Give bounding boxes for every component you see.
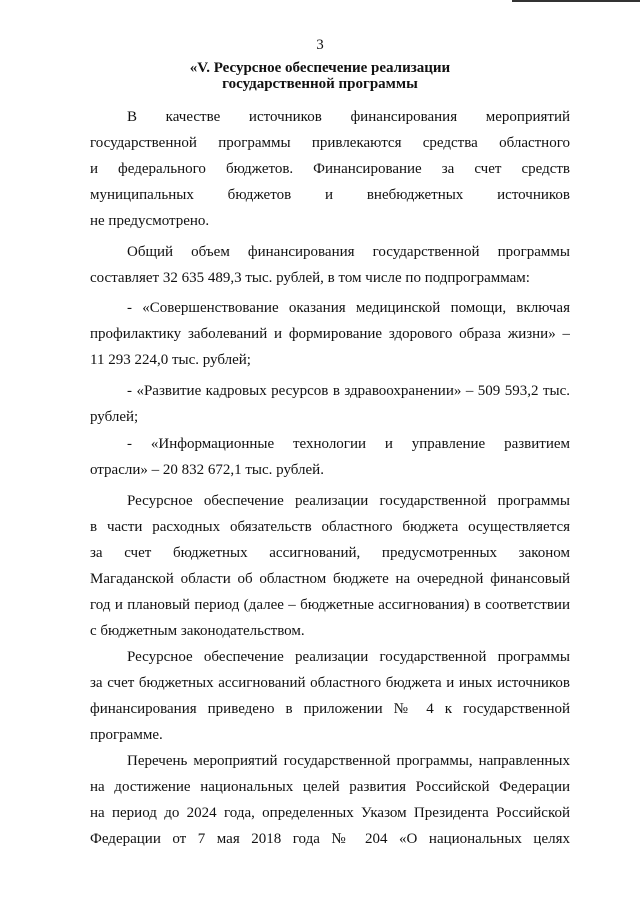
paragraph-line: государственной программы привлекаются средства областного	[90, 135, 570, 151]
top-edge-rule	[512, 0, 640, 2]
page-number: 3	[316, 37, 324, 53]
paragraph-line: отрасли» – 20 832 672,1 тыс. рублей.	[90, 462, 324, 478]
paragraph-line: за счет бюджетных ассигнований областного бюджета и иных источников	[90, 675, 570, 691]
paragraph-line: финансирования приведено в приложении № 4 к государственной	[90, 701, 570, 717]
paragraph-line: на достижение национальных целей развития Российской Федерации	[90, 779, 570, 795]
paragraph-line: за счет бюджетных ассигнований, предусмотренных законом	[90, 545, 570, 561]
paragraph-6	[90, 488, 570, 644]
paragraph-4	[90, 378, 570, 430]
paragraph-line: Общий объем финансирования государственной программы	[127, 244, 570, 260]
paragraph-line: рублей;	[90, 409, 139, 425]
paragraph-line: - «Развитие кадровых ресурсов в здравоохранении» – 509 593,2 тыс.	[127, 383, 570, 399]
paragraph-3	[90, 295, 570, 373]
section-title	[0, 60, 640, 92]
paragraph-2	[90, 239, 570, 291]
paragraph-line: в части расходных обязательств областного бюджета осуществляется	[90, 519, 570, 535]
paragraph-line: и федерального бюджетов. Финансирование за счет средств	[90, 161, 570, 177]
paragraph-line: Магаданской области об областном бюджете на очередной финансовый	[90, 571, 570, 587]
section-title-line-2: государственной программы	[222, 76, 418, 92]
paragraph-line: муниципальных бюджетов и внебюджетных источников	[90, 187, 570, 203]
paragraph-line: Ресурсное обеспечение реализации государственной программы	[127, 649, 570, 665]
paragraph-1	[90, 104, 570, 234]
paragraph-line: В качестве источников финансирования мероприятий	[127, 109, 570, 125]
paragraph-line: программе.	[90, 727, 163, 743]
paragraph-line: профилактику заболеваний и формирование здорового образа жизни» –	[90, 326, 570, 342]
paragraph-line: на период до 2024 года, определенных Указом Президента Российской	[90, 805, 570, 821]
paragraph-line: год и плановый период (далее – бюджетные ассигнования) в соответствии	[90, 597, 570, 613]
paragraph-line: - «Совершенствование оказания медицинской помощи, включая	[127, 300, 570, 316]
paragraph-line: 11 293 224,0 тыс. рублей;	[90, 352, 251, 368]
paragraph-8	[90, 748, 570, 852]
paragraph-line: составляет 32 635 489,3 тыс. рублей, в том числе по подпрограммам:	[90, 270, 530, 286]
paragraph-line: Ресурсное обеспечение реализации государственной программы	[127, 493, 570, 509]
paragraph-5	[90, 431, 570, 483]
paragraph-line: с бюджетным законодательством.	[90, 623, 305, 639]
paragraph-line: Перечень мероприятий государственной программы, направленных	[127, 753, 570, 769]
paragraph-7	[90, 644, 570, 748]
section-title-line-1: «V. Ресурсное обеспечение реализации	[189, 60, 451, 76]
paragraph-line: - «Информационные технологии и управление развитием	[127, 436, 570, 452]
paragraph-line: Федерации от 7 мая 2018 года № 204 «О национальных целях	[90, 831, 570, 847]
paragraph-line: не предусмотрено.	[90, 213, 210, 229]
